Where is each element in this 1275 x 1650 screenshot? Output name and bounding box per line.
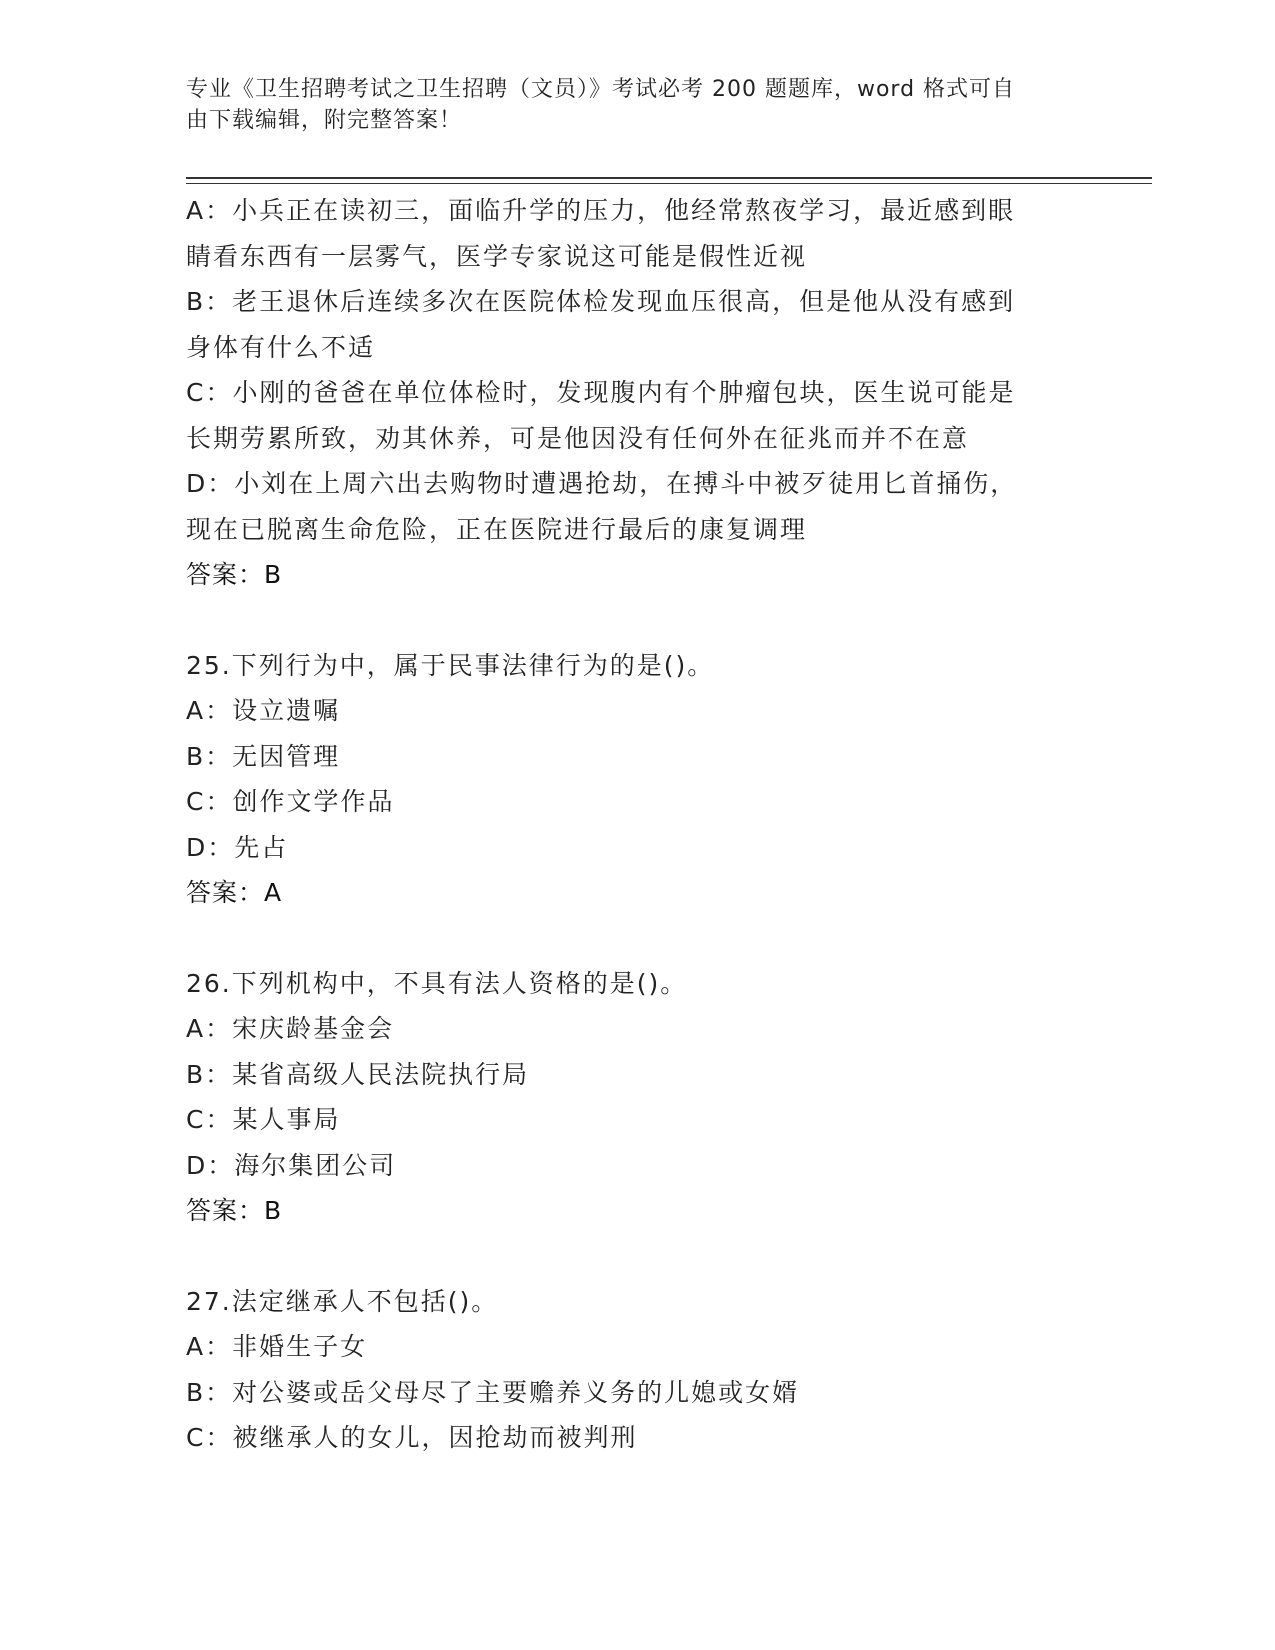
question-stem: 25.下列行为中，属于民事法律行为的是()。: [186, 650, 715, 680]
option-d-line-2: 现在已脱离生命危险，正在医院进行最后的康复调理: [186, 514, 808, 544]
option-a-line-2: 睛看东西有一层雾气，医学专家说这可能是假性近视: [186, 241, 808, 271]
question-26: [186, 961, 1086, 1234]
answer-line: 答案：A: [186, 878, 283, 907]
option-d: D：先占: [186, 832, 289, 862]
option-c: C：被继承人的女儿，因抢劫而被判刑: [186, 1423, 638, 1452]
option-b: B：无因管理: [186, 741, 341, 771]
question-stem: 26.下列机构中，不具有法人资格的是()。: [186, 968, 688, 998]
option-b-line-1: B：老王退休后连续多次在医院体检发现血压很高，但是他从没有感到: [186, 287, 1016, 316]
option-d-line-1: D：小刘在上周六出去购物时遭遇抢劫，在搏斗中被歹徒用匕首捅伤，: [186, 469, 1018, 498]
option-d: D：海尔集团公司: [186, 1150, 397, 1180]
option-a: A：非婚生子女: [186, 1332, 368, 1361]
option-c-line-1: C：小刚的爸爸在单位体检时，发现腹内有个肿瘤包块，医生说可能是: [186, 378, 1016, 407]
question-list: [186, 188, 1086, 1461]
question-24-continued: [186, 188, 1086, 598]
option-b: B：对公婆或岳父母尽了主要赡养义务的儿媳或女婿: [186, 1377, 800, 1407]
option-a-line-1: A：小兵正在读初三，面临升学的压力，他经常熬夜学习，最近感到眼: [186, 196, 1016, 225]
option-a: A：设立遗嘱: [186, 696, 341, 725]
answer-line: 答案：B: [186, 1196, 283, 1225]
header-rule-thick: [186, 177, 1152, 179]
header-line-1: 专业《卫生招聘考试之卫生招聘（文员）》考试必考 200 题题库，word 格式可自: [186, 77, 1016, 102]
option-c-line-2: 长期劳累所致，劝其休养，可是他因没有任何外在征兆而并不在意: [186, 423, 970, 453]
question-stem: 27.法定继承人不包括()。: [186, 1286, 499, 1316]
question-27: [186, 1279, 1086, 1461]
header-rule-thin: [186, 183, 1152, 184]
question-spacer: [186, 916, 1086, 961]
question-spacer: [186, 1234, 1086, 1279]
question-spacer: [186, 598, 1086, 643]
question-25: [186, 643, 1086, 916]
header-line-2: 由下载编辑，附完整答案！: [186, 108, 463, 133]
document-header: [186, 74, 1066, 136]
option-b-line-2: 身体有什么不适: [186, 332, 376, 362]
answer-line: 答案：B: [186, 560, 283, 589]
option-c: C：某人事局: [186, 1105, 341, 1134]
option-b: B：某省高级人民法院执行局: [186, 1059, 530, 1089]
option-a: A：宋庆龄基金会: [186, 1014, 395, 1043]
option-c: C：创作文学作品: [186, 787, 395, 816]
